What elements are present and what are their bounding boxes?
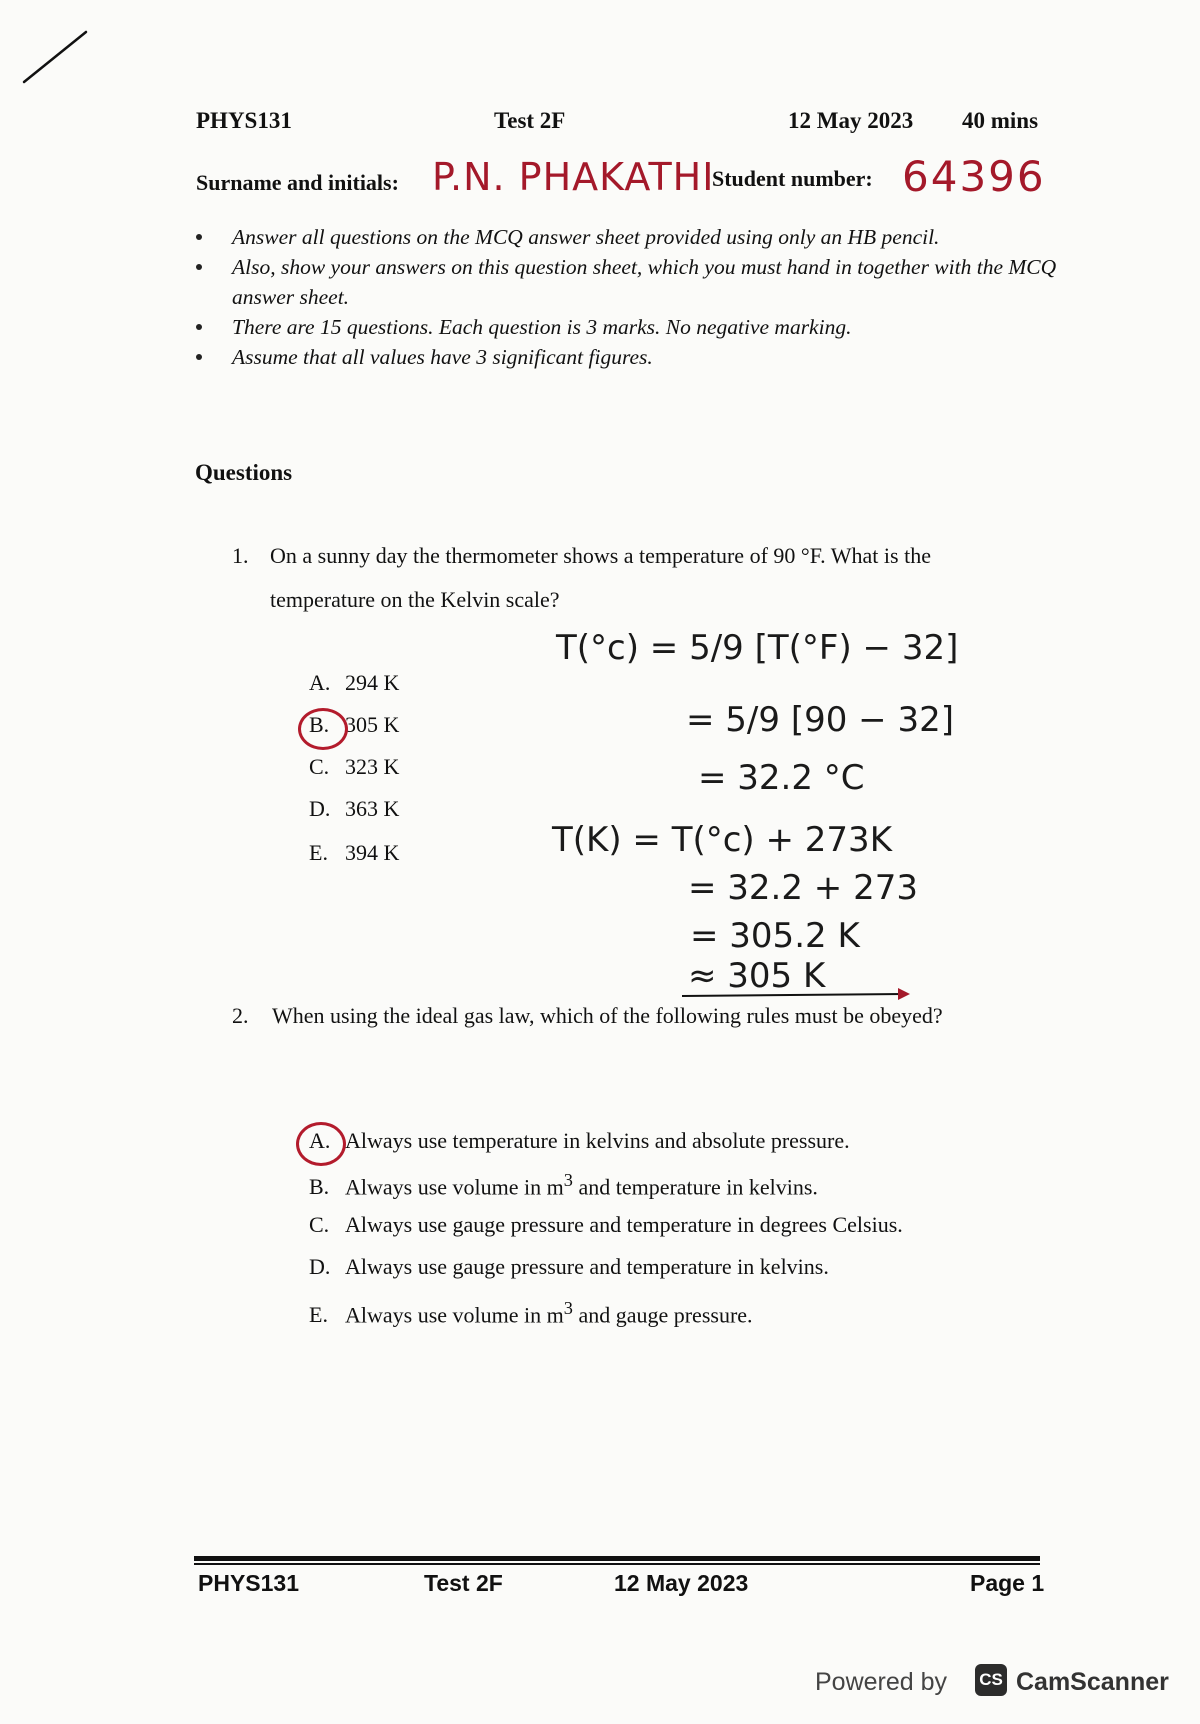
instruction-item: There are 15 questions. Each question is 3 marks. No negative marking. [196, 312, 1076, 342]
q1-option-e[interactable]: E. 394 K [309, 840, 400, 865]
header-duration: 40 mins [962, 108, 1039, 133]
working-line-2: = 5/9 [90 − 32] [686, 700, 954, 740]
footer-date: 12 May 2023 [614, 1570, 749, 1596]
footer-page: Page 1 [970, 1570, 1045, 1596]
q1-option-c[interactable]: C. 323 K [309, 754, 400, 779]
student-number-value: 64396 [902, 152, 1046, 201]
camscanner-logo-icon: CS [975, 1664, 1007, 1696]
header-test: Test 2F [494, 108, 566, 133]
q2-option-e[interactable]: E. Always use volume in $m^3$ and gauge pressure. [309, 1298, 753, 1328]
working-line-1: T(°c) = 5/9 [T(°F) − 32] [556, 628, 959, 668]
header-date: 12 May 2023 [788, 108, 914, 133]
instruction-item: Assume that all values have 3 significant figures. [196, 342, 1076, 372]
working-line-4: T(K) = T(°c) + 273K [552, 820, 892, 860]
q1-option-a[interactable]: A. 294 K [309, 670, 400, 695]
surname-label: Surname and initials: [196, 170, 399, 195]
working-line-3: = 32.2 °C [698, 758, 865, 798]
q2-option-d[interactable]: D. Always use gauge pressure and temperature in kelvins. [309, 1254, 829, 1279]
watermark-powered: Powered by [815, 1668, 948, 1696]
footer-course: PHYS131 [198, 1570, 300, 1596]
q2-selected-circle [296, 1122, 346, 1166]
q2-option-b[interactable]: B. Always use volume in $m^3$ and temperature in kelvins. [309, 1170, 818, 1200]
instructions-list [196, 222, 1076, 372]
q1-option-d[interactable]: D. 363 K [309, 796, 400, 821]
q2-option-a[interactable]: A. Always use temperature in kelvins and absolute pressure. [309, 1128, 850, 1153]
q1-number: 1. [232, 543, 249, 568]
q2-number: 2. [232, 1003, 249, 1028]
instruction-item: Also, show your answers on this question sheet, which you must hand in together with the MCQ answer sheet. [196, 252, 1076, 312]
q2-option-c[interactable]: C. Always use gauge pressure and temperature in degrees Celsius. [309, 1212, 903, 1237]
student-number-label: Student number: [712, 166, 873, 191]
footer-divider [194, 1556, 1040, 1561]
footer-test: Test 2F [424, 1570, 503, 1596]
footer-divider-thin [194, 1563, 1040, 1565]
q1-option-b[interactable]: B. 305 K [309, 712, 400, 737]
header-course: PHYS131 [196, 108, 292, 133]
q1-text: On a sunny day the thermometer shows a temperature of 90 °F. What is the temperature on the Kelvin scale? [270, 543, 931, 612]
surname-value: P.N. PHAKATHI [432, 155, 715, 199]
check-mark-icon [20, 28, 90, 88]
watermark-brand: CamScanner [1016, 1668, 1169, 1696]
working-line-7: ≈ 305 K [688, 956, 826, 996]
section-title: Questions [195, 460, 293, 485]
instruction-item: Answer all questions on the MCQ answer sheet provided using only an HB pencil. [196, 222, 1076, 252]
working-line-6: = 305.2 K [690, 916, 860, 956]
q1-selected-circle [298, 708, 348, 750]
q2-text: When using the ideal gas law, which of the following rules must be obeyed? [272, 1003, 943, 1028]
working-line-5: = 32.2 + 273 [688, 868, 918, 908]
